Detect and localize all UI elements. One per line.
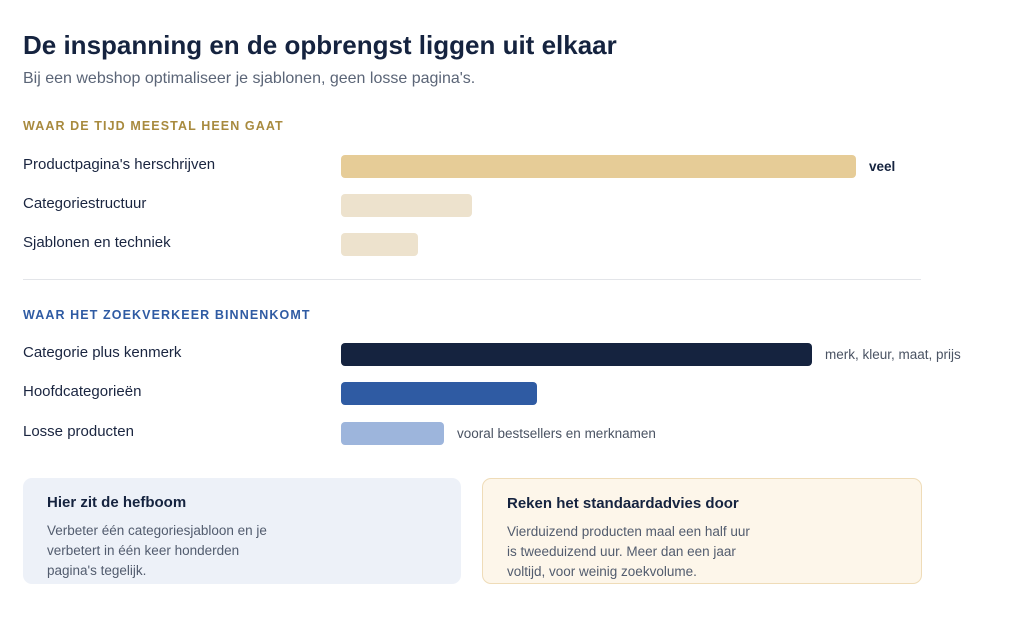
card-line: verbetert in één keer honderden bbox=[47, 543, 240, 558]
bar-label: Losse producten bbox=[23, 423, 134, 440]
bar-label: Sjablonen en techniek bbox=[23, 234, 171, 251]
bar-annotation: vooral bestsellers en merknamen bbox=[457, 426, 656, 441]
card-line: Verbeter één categoriesjabloon en je bbox=[47, 523, 267, 538]
bar-label: Hoofdcategorieën bbox=[23, 383, 142, 400]
page bbox=[23, 0, 983, 628]
card-title: Reken het standaardadvies door bbox=[507, 495, 739, 512]
bar bbox=[341, 343, 812, 366]
bar-label: Categorie plus kenmerk bbox=[23, 344, 182, 361]
section-label-time: WAAR DE TIJD MEESTAL HEEN GAAT bbox=[23, 119, 284, 133]
bar bbox=[341, 382, 537, 405]
card-title: Hier zit de hefboom bbox=[47, 494, 187, 511]
card-line: voltijd, voor weinig zoekvolume. bbox=[507, 564, 697, 579]
card-line: pagina's tegelijk. bbox=[47, 563, 147, 578]
bar-label: Productpagina's herschrijven bbox=[23, 156, 216, 173]
card-leverage bbox=[23, 478, 461, 584]
page-subtitle: Bij een webshop optimaliseer je sjablonen, geen losse pagina's. bbox=[23, 70, 476, 87]
card-body bbox=[507, 522, 897, 582]
card-standard-advice bbox=[482, 478, 922, 584]
card-line: is tweeduizend uur. Meer dan een jaar bbox=[507, 544, 736, 559]
bar bbox=[341, 194, 472, 217]
page-title: De inspanning en de opbrengst liggen uit elkaar bbox=[23, 30, 617, 60]
bar bbox=[341, 233, 418, 256]
card-body bbox=[47, 521, 437, 581]
bar bbox=[341, 155, 856, 178]
bar-label: Categoriestructuur bbox=[23, 195, 147, 212]
bar-annotation: veel bbox=[869, 159, 896, 174]
bar-annotation: merk, kleur, maat, prijs bbox=[825, 347, 961, 362]
section-label-traffic: WAAR HET ZOEKVERKEER BINNENKOMT bbox=[23, 308, 311, 322]
bar bbox=[341, 422, 444, 445]
section-divider bbox=[23, 279, 921, 280]
card-line: Vierduizend producten maal een half uur bbox=[507, 524, 750, 539]
